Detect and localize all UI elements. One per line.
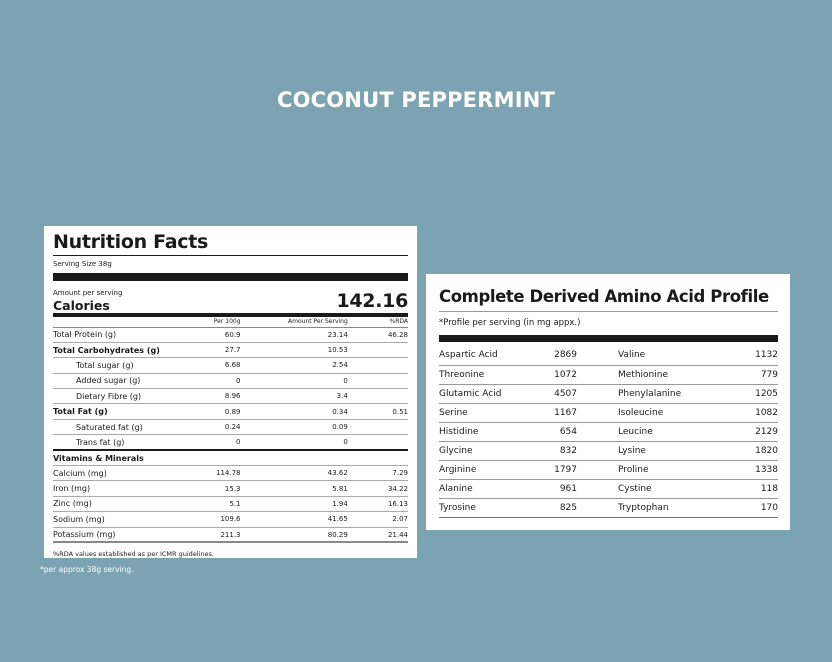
amino-acid-name: Serine (439, 403, 529, 422)
amino-acid-value: 1132 (681, 346, 778, 365)
amino-acid-row (439, 346, 778, 365)
mineral-per-serving: 43.62 (241, 466, 348, 481)
product-title: COCONUT PEPPERMINT (276, 88, 556, 112)
nutrient-rda (348, 419, 408, 434)
mineral-rda: 21.44 (348, 527, 408, 542)
nutrient-label: Total Fat (g) (53, 404, 197, 419)
nutrient-row (53, 373, 408, 388)
amino-acid-value: 2129 (681, 422, 778, 441)
amino-acid-value: 118 (681, 479, 778, 498)
amino-acid-value: 961 (529, 479, 577, 498)
mineral-row (53, 496, 408, 511)
amino-acid-value: 1338 (681, 460, 778, 479)
nutrient-rda (348, 389, 408, 404)
mineral-label: Calcium (mg) (53, 466, 197, 481)
mineral-row (53, 512, 408, 527)
amino-acid-name: Alanine (439, 479, 529, 498)
nutrient-per-serving: 0.09 (241, 419, 348, 434)
mineral-per-serving: 80.29 (241, 527, 348, 542)
serving-footnote: *per approx 38g serving. (40, 565, 134, 574)
mineral-rda: 34.22 (348, 481, 408, 496)
nutrient-row (53, 419, 408, 434)
amino-acid-value: 1205 (681, 384, 778, 403)
nutrient-row (53, 342, 408, 357)
nutrient-row (53, 327, 408, 342)
mineral-per100g: 114.78 (197, 466, 240, 481)
nutrient-per-serving: 2.54 (241, 358, 348, 373)
nutrient-label: Total Carbohydrates (g) (53, 342, 197, 357)
nutrient-rda (348, 358, 408, 373)
amino-acid-value: 1797 (529, 460, 577, 479)
nutrient-per100g: 0.89 (197, 404, 240, 419)
nutrient-per100g: 60.9 (197, 327, 240, 342)
calories-label: Calories (53, 298, 110, 313)
nutrient-label: Dietary Fibre (g) (53, 389, 197, 404)
nutrient-per100g: 0.24 (197, 419, 240, 434)
mineral-per-serving: 41.65 (241, 512, 348, 527)
nutrient-per100g: 27.7 (197, 342, 240, 357)
amino-acid-value: 1072 (529, 365, 577, 384)
amino-acid-name: Aspartic Acid (439, 346, 529, 365)
amino-acid-row (439, 460, 778, 479)
nutrient-per-serving: 10.53 (241, 342, 348, 357)
nutrient-row (53, 435, 408, 450)
amino-acid-value: 2869 (529, 346, 577, 365)
mineral-label: Iron (mg) (53, 481, 197, 496)
amino-acid-row (439, 441, 778, 460)
nutrient-label: Saturated fat (g) (53, 419, 197, 434)
thick-divider (53, 273, 408, 281)
column-header-per100g: Per 100g (197, 317, 240, 327)
nutrient-per-serving: 23.14 (241, 327, 348, 342)
mineral-row (53, 466, 408, 481)
amino-acid-name: Isoleucine (577, 403, 681, 422)
nutrition-facts-title: Nutrition Facts (53, 231, 209, 253)
amino-acid-value: 4507 (529, 384, 577, 403)
nutrient-row (53, 404, 408, 419)
amino-acid-value: 779 (681, 365, 778, 384)
mineral-per-serving: 1.94 (241, 496, 348, 511)
amino-acid-name: Glycine (439, 441, 529, 460)
nutrient-label: Trans fat (g) (53, 435, 197, 450)
rda-footnote: %RDA values established as per ICMR guidelines. (53, 550, 214, 559)
amount-per-serving-label: Amount per serving (53, 289, 123, 297)
nutrient-row (53, 389, 408, 404)
amino-acid-row (439, 365, 778, 384)
amino-acid-name: Threonine (439, 365, 529, 384)
mineral-per100g: 211.3 (197, 527, 240, 542)
nutrient-per100g: 0 (197, 435, 240, 450)
thick-divider (439, 335, 778, 342)
mineral-rda: 7.29 (348, 466, 408, 481)
amino-acid-value: 1082 (681, 403, 778, 422)
vitamins-section-header (53, 450, 408, 465)
amino-acid-note: *Profile per serving (in mg appx.) (439, 311, 778, 333)
amino-acid-value: 825 (529, 498, 577, 517)
amino-acid-name: Phenylalanine (577, 384, 681, 403)
mineral-row (53, 481, 408, 496)
amino-acid-name: Histidine (439, 422, 529, 441)
amino-acid-row (439, 384, 778, 403)
amino-acid-name: Cystine (577, 479, 681, 498)
nutrient-rda (348, 342, 408, 357)
nutrient-rda (348, 373, 408, 388)
vitamins-header: Vitamins & Minerals (53, 450, 408, 465)
mineral-rda: 2.07 (348, 512, 408, 527)
nutrient-per-serving: 0.34 (241, 404, 348, 419)
amino-acid-name: Leucine (577, 422, 681, 441)
mineral-per100g: 15.3 (197, 481, 240, 496)
amino-acid-title: Complete Derived Amino Acid Profile (439, 287, 769, 306)
amino-acid-name: Proline (577, 460, 681, 479)
mineral-label: Zinc (mg) (53, 496, 197, 511)
amino-acid-row (439, 403, 778, 422)
amino-acid-name: Lysine (577, 441, 681, 460)
amino-acid-panel (426, 274, 790, 530)
mineral-per-serving: 5.81 (241, 481, 348, 496)
amino-acid-name: Glutamic Acid (439, 384, 529, 403)
nutrition-facts-panel (44, 226, 417, 558)
column-header-rda: %RDA (348, 317, 408, 327)
nutrient-per-serving: 0 (241, 435, 348, 450)
nutrient-label: Total sugar (g) (53, 358, 197, 373)
column-header-per-serving: Amount Per Serving (241, 317, 348, 327)
nutrient-rda (348, 435, 408, 450)
amino-acid-name: Valine (577, 346, 681, 365)
amino-acid-row (439, 422, 778, 441)
mineral-row (53, 527, 408, 542)
nutrient-per100g: 6.68 (197, 358, 240, 373)
nutrient-per100g: 8.96 (197, 389, 240, 404)
column-header-label (53, 317, 197, 327)
amino-acid-value: 832 (529, 441, 577, 460)
amino-acid-name: Tryptophan (577, 498, 681, 517)
nutrient-per-serving: 3.4 (241, 389, 348, 404)
calories-row (53, 281, 408, 313)
nutrient-row (53, 358, 408, 373)
calories-value: 142.16 (336, 290, 408, 312)
nutrient-label: Total Protein (g) (53, 327, 197, 342)
nutrition-table (53, 317, 408, 543)
amino-acid-row (439, 498, 778, 517)
mineral-rda: 16.13 (348, 496, 408, 511)
amino-acid-value: 654 (529, 422, 577, 441)
amino-acid-value: 1167 (529, 403, 577, 422)
amino-acid-value: 170 (681, 498, 778, 517)
nutrient-label: Added sugar (g) (53, 373, 197, 388)
nutrient-per100g: 0 (197, 373, 240, 388)
nutrient-rda: 46.28 (348, 327, 408, 342)
mineral-per100g: 109.6 (197, 512, 240, 527)
mineral-label: Sodium (mg) (53, 512, 197, 527)
nutrient-rda: 0.51 (348, 404, 408, 419)
nutrient-per-serving: 0 (241, 373, 348, 388)
amino-acid-name: Tyrosine (439, 498, 529, 517)
amino-acid-row (439, 479, 778, 498)
amino-acid-name: Arginine (439, 460, 529, 479)
nutrition-table-header (53, 317, 408, 327)
mineral-label: Potassium (mg) (53, 527, 197, 542)
amino-acid-table (439, 346, 778, 518)
mineral-per100g: 5.1 (197, 496, 240, 511)
serving-size: Serving Size 38g (53, 255, 408, 271)
amino-acid-value: 1820 (681, 441, 778, 460)
amino-acid-name: Methionine (577, 365, 681, 384)
